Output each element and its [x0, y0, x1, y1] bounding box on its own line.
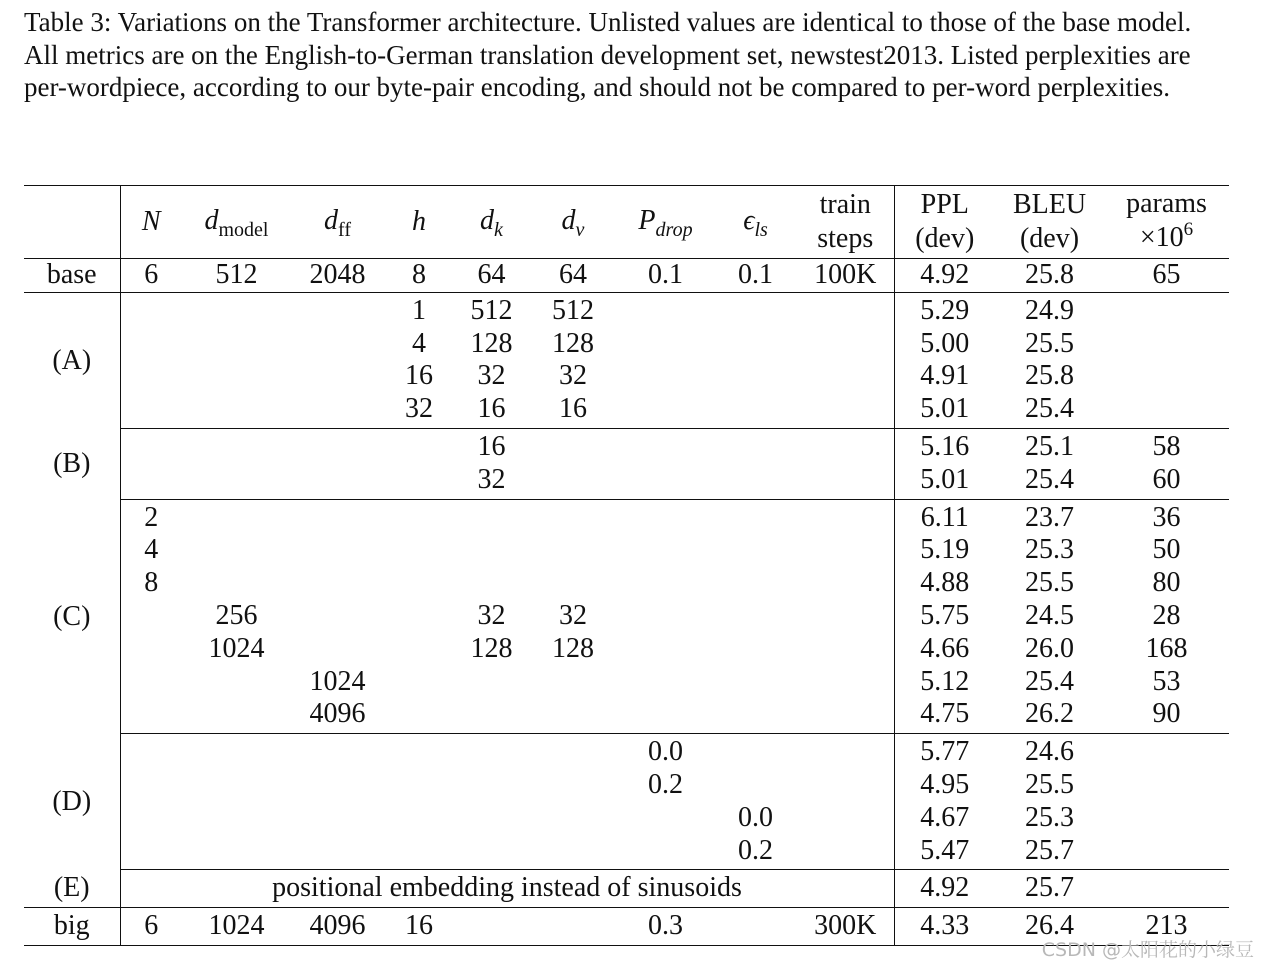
- transformer-variations-table: [24, 185, 1229, 946]
- cell-bleu: 25.7: [995, 870, 1104, 908]
- cell-n: 4: [144, 534, 159, 566]
- cell-n: 8: [144, 567, 159, 599]
- row-label: (C): [24, 499, 120, 734]
- cell-d-k: 16: [454, 393, 529, 428]
- cell-ppl: 4.75: [894, 698, 995, 733]
- cell-d-v: 64: [529, 259, 617, 293]
- table-row: [24, 769, 1229, 802]
- cell-ppl: 5.01: [894, 393, 995, 428]
- cell-params: 65: [1104, 259, 1229, 293]
- cell-p-drop: 0.0: [648, 736, 683, 768]
- cell-params: 53: [1152, 665, 1181, 697]
- cell-p-drop: 0.3: [617, 908, 714, 946]
- cell-params: 80: [1152, 567, 1181, 599]
- cell-ppl: 4.67: [920, 801, 970, 833]
- cell-bleu: 24.5: [1025, 599, 1074, 631]
- cell-bleu: 25.8: [1025, 360, 1074, 392]
- cell-bleu: 26.4: [995, 908, 1104, 946]
- cell-eps-ls: 0.1: [714, 259, 797, 293]
- table-row: [24, 567, 1229, 600]
- cell-d-k: 32: [477, 599, 506, 631]
- cell-bleu: 26.2: [995, 698, 1104, 733]
- header-d-model: $d_{model}$: [182, 186, 291, 259]
- header-train-steps: train steps: [797, 186, 894, 259]
- cell-h: 16: [405, 360, 433, 392]
- table-row: [24, 360, 1229, 393]
- cell-d-k: 128: [470, 632, 513, 664]
- cell-d-model: 1024: [208, 632, 265, 664]
- cell-d-v: 16: [529, 393, 617, 428]
- cell-train-steps: 300K: [797, 908, 894, 946]
- cell-d-k: 512: [470, 294, 513, 326]
- row-label: (B): [24, 428, 120, 499]
- cell-d-model: 512: [182, 259, 291, 293]
- cell-n: 6: [120, 908, 182, 946]
- cell-d-ff: 4096: [291, 698, 384, 733]
- cell-params: 36: [1152, 501, 1181, 533]
- header-bleu: BLEU (dev): [995, 186, 1104, 259]
- cell-d-v: 512: [552, 294, 594, 326]
- cell-bleu: 24.9: [1025, 294, 1074, 326]
- cell-params: 60: [1104, 464, 1229, 499]
- cell-ppl: 5.01: [894, 464, 995, 499]
- cell-positional-embedding-note: positional embedding instead of sinusoids: [120, 870, 894, 908]
- header-n: N: [120, 186, 182, 259]
- table-row: [24, 393, 1229, 428]
- cell-d-ff: 1024: [309, 665, 366, 697]
- header-h: h: [384, 186, 454, 259]
- table-row: [24, 802, 1229, 835]
- group-e: [24, 870, 1229, 908]
- group-c: [24, 499, 1229, 734]
- header-ppl: PPL (dev): [894, 186, 995, 259]
- cell-d-v: 32: [559, 599, 587, 631]
- table-row: [24, 600, 1229, 633]
- cell-n: 6: [120, 259, 182, 293]
- table-caption: Table 3: Variations on the Transformer architecture. Unlisted values are identical to those of the base model. All metrics are on the English-to-German translation development set, newstest2013. Listed perplexities are per-wordpiece, according to our byte-pair encoding, and should not be compared to per-word perplexities.: [24, 7, 1192, 102]
- row-label: (E): [24, 870, 120, 908]
- table-header: [24, 186, 1229, 259]
- cell-params: 50: [1152, 534, 1181, 566]
- cell-bleu: 25.4: [995, 464, 1104, 499]
- cell-bleu: 25.4: [1025, 665, 1074, 697]
- table-row: [24, 835, 1229, 870]
- cell-ppl: 6.11: [920, 501, 969, 533]
- cell-d-v: 128: [552, 327, 594, 359]
- cell-ppl: 4.91: [920, 360, 970, 392]
- row-label: big: [24, 908, 120, 946]
- cell-bleu: 25.1: [1025, 430, 1074, 462]
- cell-bleu: 25.5: [1025, 327, 1074, 359]
- cell-bleu: 23.7: [1025, 501, 1074, 533]
- cell-bleu: 25.3: [1025, 801, 1074, 833]
- cell-eps-ls: 0.2: [714, 835, 797, 870]
- cell-d-k: 64: [454, 259, 529, 293]
- header-d-v: $d_v$: [529, 186, 617, 259]
- cell-d-model: 256: [215, 599, 258, 631]
- group-a: [24, 292, 1229, 428]
- table-row: [24, 734, 1229, 769]
- cell-bleu: 25.5: [1025, 768, 1074, 800]
- cell-d-v: 128: [552, 632, 594, 664]
- cell-params: 58: [1152, 430, 1181, 462]
- cell-train-steps: 100K: [797, 259, 894, 293]
- header-params: params $\times 10^6$: [1104, 186, 1229, 259]
- cell-h: 8: [384, 259, 454, 293]
- cell-ppl: 4.33: [894, 908, 995, 946]
- watermark: CSDN @太阳花的小绿豆: [1041, 939, 1254, 961]
- cell-ppl: 5.19: [920, 534, 970, 566]
- cell-ppl: 5.29: [920, 294, 970, 326]
- table-row: [24, 428, 1229, 463]
- cell-h: 4: [412, 327, 426, 359]
- cell-ppl: 4.95: [920, 768, 970, 800]
- cell-ppl: 4.66: [920, 632, 970, 664]
- cell-ppl: 4.92: [894, 259, 995, 293]
- table-row: [24, 259, 1229, 293]
- table-row: [24, 499, 1229, 534]
- cell-bleu: 25.7: [995, 835, 1104, 870]
- cell-d-k: 16: [477, 430, 506, 462]
- cell-ppl: 4.92: [894, 870, 995, 908]
- cell-d-v: 32: [559, 360, 587, 392]
- cell-p-drop: 0.1: [617, 259, 714, 293]
- cell-d-model: 1024: [182, 908, 291, 946]
- header-p-drop: $P_{drop}$: [617, 186, 714, 259]
- table-body: [24, 259, 1229, 293]
- cell-ppl: 4.88: [920, 567, 970, 599]
- cell-bleu: 25.5: [1025, 567, 1074, 599]
- cell-params: 213: [1104, 908, 1229, 946]
- row-label: (A): [24, 292, 120, 428]
- table-row: [24, 666, 1229, 699]
- cell-params: 90: [1104, 698, 1229, 733]
- cell-bleu: 24.6: [1025, 736, 1074, 768]
- cell-d-ff: 4096: [291, 908, 384, 946]
- row-label: (D): [24, 734, 120, 870]
- cell-bleu: 25.3: [1025, 534, 1074, 566]
- cell-d-k: 32: [454, 464, 529, 499]
- row-label: base: [24, 259, 120, 293]
- group-d: [24, 734, 1229, 870]
- cell-ppl: 5.47: [894, 835, 995, 870]
- cell-p-drop: 0.2: [648, 768, 683, 800]
- table-row: [24, 534, 1229, 567]
- header-d-k: $d_k$: [454, 186, 529, 259]
- cell-h: 1: [412, 294, 426, 326]
- cell-ppl: 5.16: [920, 430, 970, 462]
- cell-h: 16: [384, 908, 454, 946]
- table-row: [24, 633, 1229, 666]
- cell-params: 28: [1152, 599, 1181, 631]
- header-d-ff: $d_{ff}$: [291, 186, 384, 259]
- table-row: [24, 870, 1229, 908]
- table-row: [24, 464, 1229, 499]
- header-group: [24, 186, 120, 259]
- cell-ppl: 5.00: [920, 327, 970, 359]
- cell-bleu: 25.4: [995, 393, 1104, 428]
- cell-h: 32: [384, 393, 454, 428]
- cell-ppl: 5.75: [920, 599, 970, 631]
- cell-n: 2: [144, 501, 159, 533]
- cell-ppl: 5.77: [920, 736, 970, 768]
- cell-bleu: 26.0: [1025, 632, 1074, 664]
- table-row: [24, 292, 1229, 327]
- cell-d-k: 128: [470, 327, 513, 359]
- cell-ppl: 5.12: [920, 665, 970, 697]
- cell-d-k: 32: [477, 360, 506, 392]
- header-eps-ls: $\epsilon_{ls}$: [714, 186, 797, 259]
- group-b: [24, 428, 1229, 499]
- table-row: [24, 698, 1229, 733]
- cell-d-ff: 2048: [291, 259, 384, 293]
- cell-eps-ls: 0.0: [738, 801, 773, 833]
- cell-params: 168: [1145, 632, 1188, 664]
- cell-bleu: 25.8: [995, 259, 1104, 293]
- table-row: [24, 328, 1229, 361]
